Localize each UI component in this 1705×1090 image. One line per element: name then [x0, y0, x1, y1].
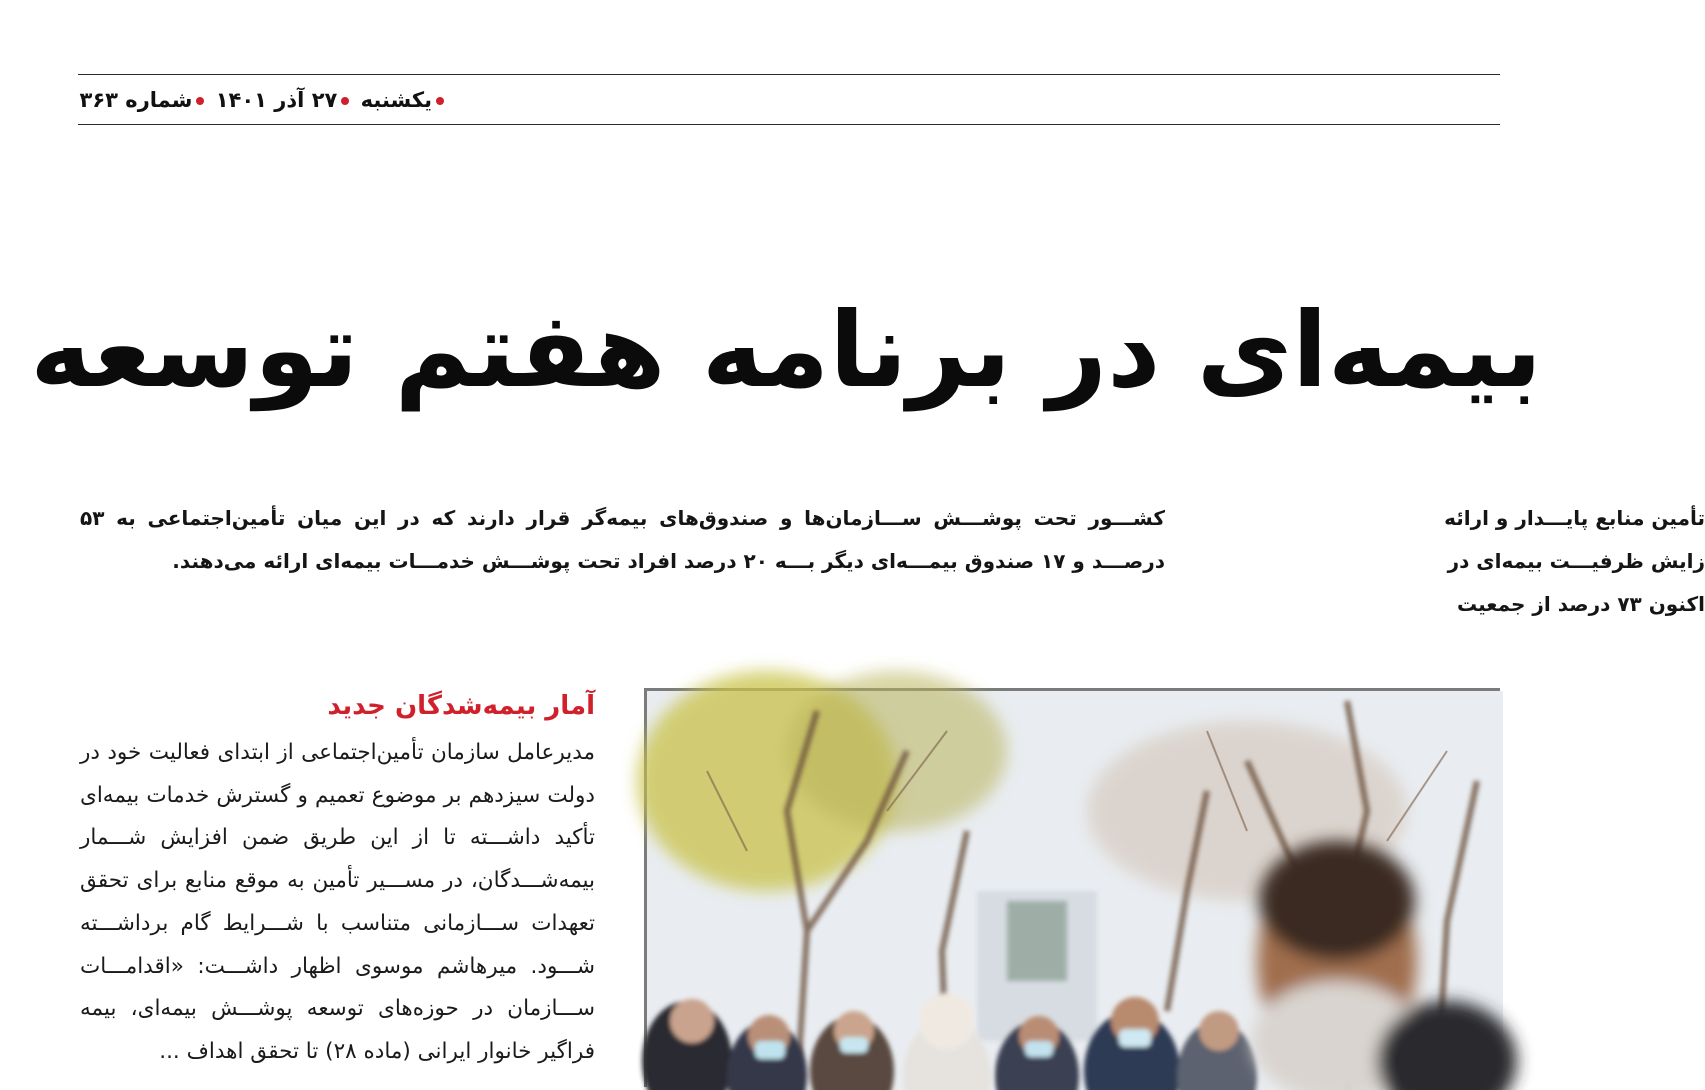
bullet-icon	[196, 97, 204, 105]
section-subheading: آمار بیمه‌شدگان جدید	[327, 691, 595, 721]
dateline-issue: شماره ۳۶۳	[79, 88, 193, 112]
lead-side-line: زایش ظرفیـــت بیمه‌ای در	[1447, 549, 1705, 573]
bullet-icon	[436, 97, 444, 105]
article-photo	[644, 688, 1500, 1087]
header-bottom-rule	[78, 124, 1500, 125]
dateline-weekday: یکشنبه	[360, 88, 432, 112]
crowd-photo-illustration	[647, 691, 1503, 1090]
header-top-rule	[78, 74, 1500, 75]
lead-side-column	[1205, 497, 1705, 627]
dateline	[78, 86, 448, 114]
lead-side-line: اکنون ۷۳ درصد از جمعیت	[1456, 592, 1705, 616]
bullet-icon	[341, 97, 349, 105]
dateline-date: ۲۷ آذر ۱۴۰۱	[215, 88, 338, 112]
headline-area	[0, 270, 1542, 430]
lead-side-line: تأمین منابع پایـــدار و ارائه	[1444, 506, 1705, 530]
page-headline: بیمه‌ای در برنامه هفتم توسعه	[30, 289, 1542, 411]
article-body: مدیرعامل سازمان تأمین‌اجتماعی از ابتدای فعالیت خود در دولت سیزدهم بر موضوع تعمیم و گسترش خدمات بیمه‌ای تأکید داشـــته تا از این طریق ضمن افزایش شـــمار بیمه‌شـــدگان، در مســـیر تأمین به موقع منابع برای تحقق تعهدات ســـازمانی متناسب با شـــرایط گام برداشـــته شـــود. میرهاشم موسوی اظهار داشـــت: «اقدامـــات ســـازمان در حوزه‌های توسعه پوشـــش بیمه‌ای، بیمه فراگیر خانوار ایرانی (ماده ۲۸) تا تحقق اهداف ...	[80, 740, 595, 1064]
lead-paragraph: کشـــور تحت پوشـــش ســـازمان‌ها و صندوق‌های بیمه‌گر قرار دارند که در این میان تأمین‌اجتماعی به ۵۳ درصـــد و ۱۷ صندوق بیمـــه‌ای دیگر بـــه ۲۰ درصد افراد تحت پوشـــش خدمـــات بیمه‌ای ارائه می‌دهند.	[80, 506, 1165, 573]
